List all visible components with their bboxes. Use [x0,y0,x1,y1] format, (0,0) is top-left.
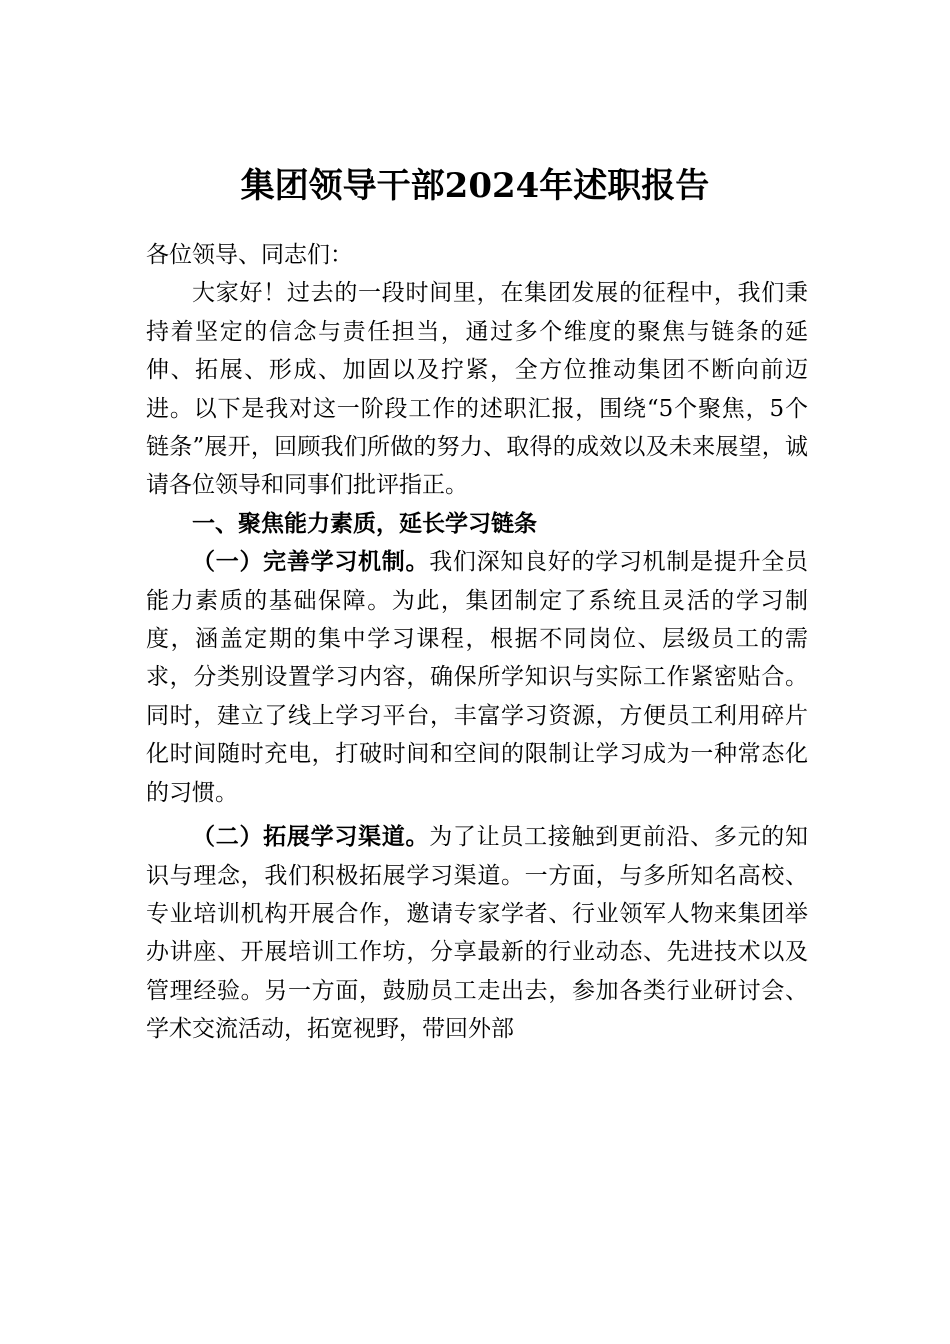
section-heading: 一、聚焦能力素质，延长学习链条 [192,510,537,537]
paragraph-item-2 [146,818,808,1048]
item-1-text: 我们深知良好的学习机制是提升全员能力素质的基础保障。为此，集团制定了系统且灵活的学习制度，涵盖定期的集中学习课程，根据不同岗位、层级员工的需求，分类别设置学习内容，确保所学知识与实际工作紧密贴合。同时，建立了线上学习平台，丰富学习资源，方便员工利用碎片化时间随时充电，打破时间和空间的限制让学习成为一种常态化的习惯。 [146,549,809,806]
paragraph-item-1 [146,543,808,812]
salutation: 各位领导、同志们： [146,242,353,268]
document-title: 集团领导干部2024年述职报告 [240,166,710,206]
intro-paragraph: 大家好！过去的一段时间里，在集团发展的征程中，我们秉持着坚定的信念与责任担当，通过多个维度的聚焦与链条的延伸、拓展、形成、加固以及拧紧，全方位推动集团不断向前迈进。以下是我对这一阶段工作的述职汇报，围绕“5个聚焦，5个链条”展开，回顾我们所做的努力、取得的成效以及未来展望，诚请各位领导和同事们批评指正。 [146,280,808,499]
item-2-label: （二）拓展学习渠道。 [192,823,430,851]
item-1-label: （一）完善学习机制。 [192,548,430,576]
item-2-text: 为了让员工接触到更前沿、多元的知识与理念，我们积极拓展学习渠道。一方面，与多所知名高校、专业培训机构开展合作，邀请专家学者、行业领军人物来集团举办讲座、开展培训工作坊，分享最新的行业动态、先进技术以及管理经验。另一方面，鼓励员工走出去，参加各类行业研讨会、学术交流活动，拓宽视野，带回外部 [146,824,809,1043]
document-body [146,236,808,1049]
